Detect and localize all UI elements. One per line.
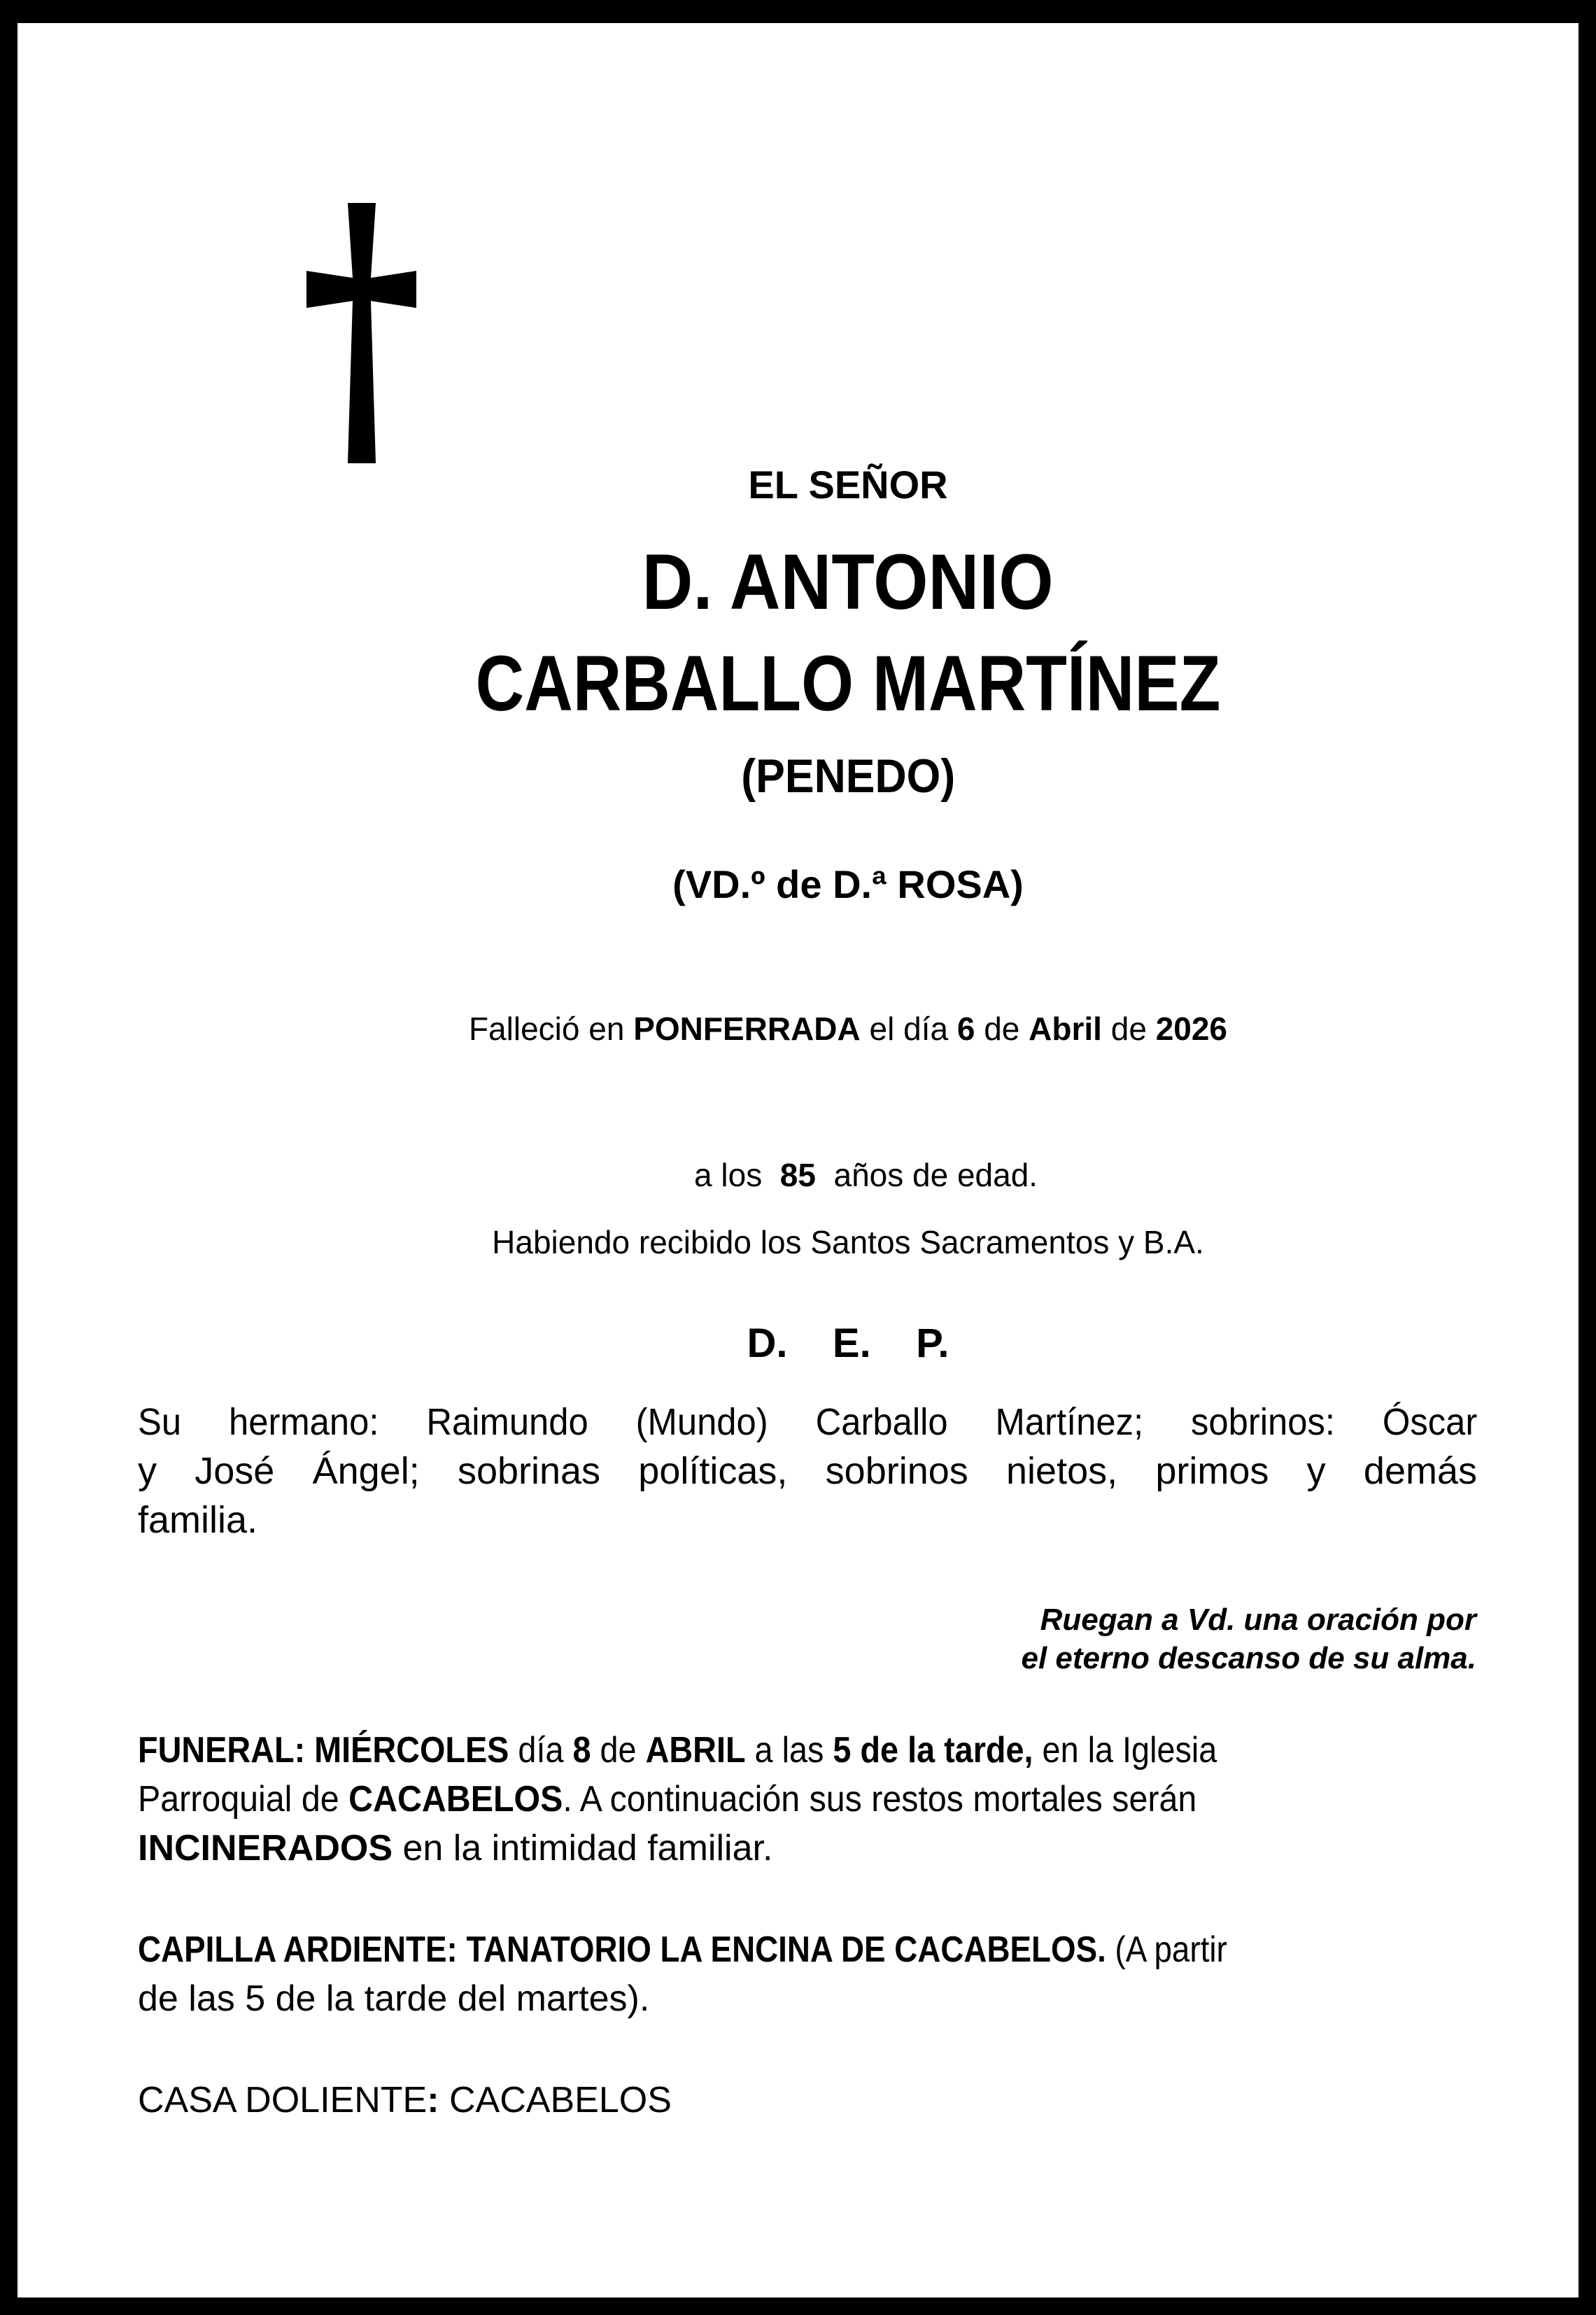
family-line-1: Su hermano: Raimundo (Mundo) Carballo Martínez; sobrinos: Óscar: [138, 1401, 1478, 1443]
mourning-house-label: CASA DOLIENTE: [138, 2080, 428, 2120]
widower-of: (VD.º de D.ª ROSA): [672, 862, 1024, 906]
cross-icon: [306, 203, 418, 463]
deceased-name-line-2: CARBALLO MARTÍNEZ: [475, 640, 1221, 727]
death-details: Falleció en PONFERRADA el día 6 de Abril de 2026: [468, 1011, 1228, 1047]
chapel-line-2: de las 5 de la tarde del martes).: [138, 1978, 650, 2019]
sacraments: Habiendo recibido los Santos Sacramentos y B.A.: [492, 1224, 1204, 1260]
funeral-line-3: INCINERADOS en la intimidad familiar.: [138, 1828, 773, 1869]
mourning-house: CASA DOLIENTE: CACABELOS: [138, 2080, 672, 2120]
prayer-line-2: el eterno descanso de su alma.: [1021, 1641, 1476, 1675]
funeral-line-1: FUNERAL: MIÉRCOLES día 8 de ABRIL a las 5 de la tarde, en la Iglesia: [138, 1730, 1217, 1771]
chapel-line-1: CAPILLA ARDIENTE: TANATORIO LA ENCINA DE CACABELOS. (A partir: [138, 1929, 1227, 1970]
deceased-nickname: (PENEDO): [741, 750, 955, 803]
obituary-card: [17, 23, 1579, 2298]
prayer-line-1: Ruegan a Vd. una oración por: [1040, 1603, 1476, 1637]
funeral-label: FUNERAL:: [138, 1730, 306, 1771]
deceased-name-line-1: D. ANTONIO: [642, 538, 1054, 626]
age: a los 85 años de edad.: [694, 1157, 1038, 1193]
family-line-2: y José Ángel; sobrinas políticas, sobrinos nietos, primos y demás: [138, 1450, 1477, 1492]
prayer-request: [787, 1600, 1476, 1677]
family-line-3: familia.: [138, 1499, 258, 1541]
title-prefix: EL SEÑOR: [748, 463, 948, 507]
funeral-line-2: Parroquial de CACABELOS. A continuación sus restos mortales serán: [138, 1779, 1197, 1820]
chapel-label: CAPILLA ARDIENTE: [138, 1929, 447, 1970]
rip: D. E. P.: [747, 1321, 949, 1366]
